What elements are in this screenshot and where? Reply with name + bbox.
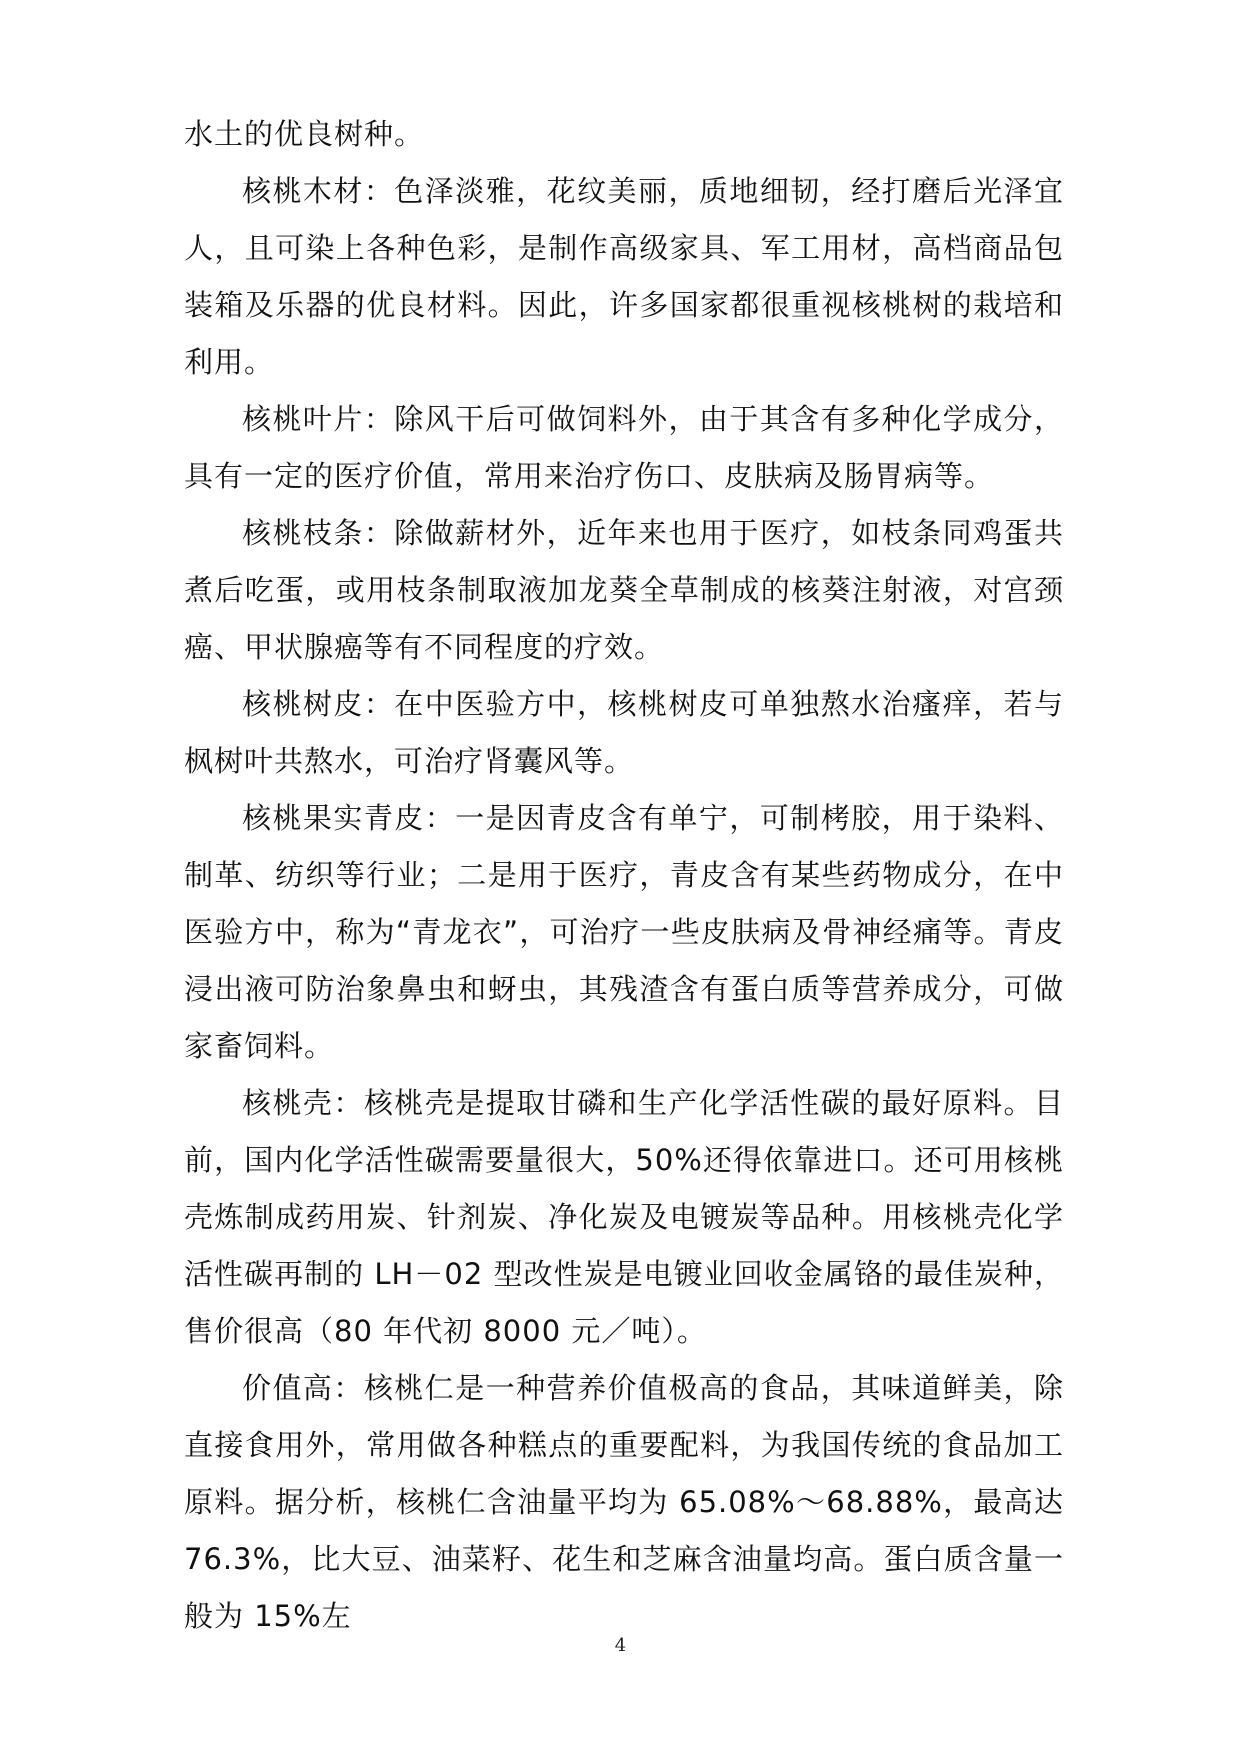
paragraph-walnut-bark: 核桃树皮：在中医验方中，核桃树皮可单独熬水治瘙痒，若与枫树叶共熬水，可治疗肾囊风等。 bbox=[184, 687, 1064, 778]
paragraph-walnut-shell: 核桃壳：核桃壳是提取甘磷和生产化学活性碳的最好原料。目前，国内化学活性碳需要量很大，50%还得依靠进口。还可用核桃壳炼制成药用炭、针剂炭、净化炭及电镀炭等品种。用核桃壳化学活性碳再制的 LH－02 型改性炭是电镀业回收金属铬的最佳炭种，售价很高（80 年代初 8000 元／吨）。 bbox=[184, 1086, 1064, 1348]
page-body bbox=[184, 106, 1064, 1645]
paragraph-walnut-leaves: 核桃叶片：除风干后可做饲料外，由于其含有多种化学成分，具有一定的医疗价值，常用来治疗伤口、皮肤病及肠胃病等。 bbox=[184, 402, 1064, 493]
paragraph-high-value: 价值高：核桃仁是一种营养价值极高的食品，其味道鲜美，除直接食用外，常用做各种糕点的重要配料，为我国传统的食品加工原料。据分析，核桃仁含油量平均为 65.08%～68.88%，最高达 76.3%，比大豆、油菜籽、花生和芝麻含油量均高。蛋白质含量一般为 15%左 bbox=[184, 1371, 1064, 1633]
page-number: 4 bbox=[614, 1635, 627, 1656]
paragraph-walnut-wood: 核桃木材：色泽淡雅，花纹美丽，质地细韧，经打磨后光泽宜人，且可染上各种色彩，是制作高级家具、军工用材，高档商品包装箱及乐器的优良材料。因此，许多国家都很重视核桃树的栽培和利用。 bbox=[184, 174, 1064, 379]
paragraph-walnut-branches: 核桃枝条：除做薪材外，近年来也用于医疗，如枝条同鸡蛋共煮后吃蛋，或用枝条制取液加龙葵全草制成的核葵注射液，对宫颈癌、甲状腺癌等有不同程度的疗效。 bbox=[184, 516, 1064, 664]
paragraph-continuation: 水土的优良树种。 bbox=[184, 117, 425, 151]
paragraph-walnut-green-husk: 核桃果实青皮：一是因青皮含有单宁，可制栲胶，用于染料、制革、纺织等行业；二是用于医疗，青皮含有某些药物成分，在中医验方中，称为“青龙衣”，可治疗一些皮肤病及骨神经痛等。青皮浸出液可防治象鼻虫和蚜虫，其残渣含有蛋白质等营养成分，可做家畜饲料。 bbox=[184, 801, 1064, 1063]
